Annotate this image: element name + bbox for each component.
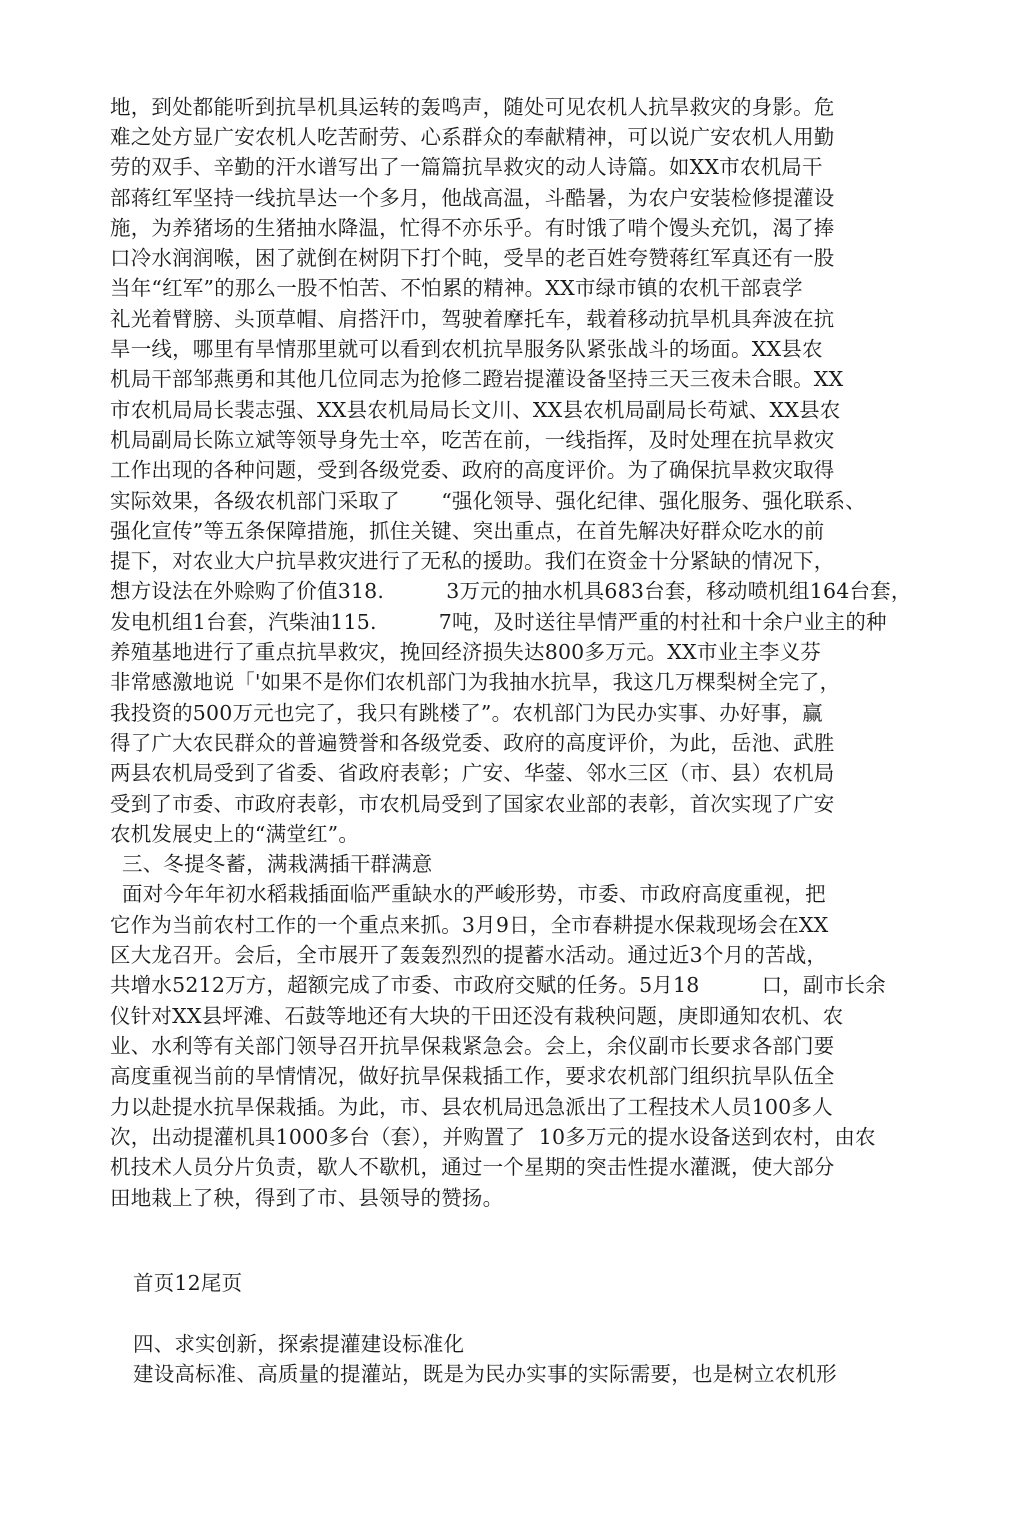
text-line: 共增水5212万方，超额完成了市委、市政府交赋的任务。5月18 口，副市长余 xyxy=(110,973,886,997)
text-line: 部蒋红军坚持一线抗旱达一个多月，他战高温，斗酷暑，为农户安装检修提灌设 xyxy=(110,186,835,210)
text-line: 工作出现的各种问题，受到各级党委、政府的高度评价。为了确保抗旱救灾取得 xyxy=(110,458,835,482)
text-line: 想方设法在外赊购了价值318. 3万元的抽水机具683台套，移动喷机组164台套， xyxy=(110,579,912,603)
text-line: 机局副局长陈立斌等领导身先士卒，吃苦在前，一线指挥，及时处理在抗旱救灾 xyxy=(110,428,835,452)
text-line: 仪针对XX县坪滩、石鼓等地还有大块的干田还没有栽秧问题，庚即通知农机、农 xyxy=(110,1004,844,1028)
text-line: 提下，对农业大户抗旱救灾进行了无私的援助。我们在资金十分紧缺的情况下， xyxy=(110,549,835,573)
text-line: 施，为养猪场的生猪抽水降温，忙得不亦乐乎。有时饿了啃个馒头充饥，渴了捧 xyxy=(110,216,835,240)
text-line: 当年“红军”的那么一股不怕苦、不怕累的精神。XX市绿市镇的农机干部袁学 xyxy=(110,276,803,300)
text-line: 强化宣传”等五条保障措施，抓住关键、突出重点，在首先解决好群众吃水的前 xyxy=(110,519,825,543)
text-line: 实际效果，各级农机部门采取了 “强化领导、强化纪律、强化服务、强化联系、 xyxy=(110,489,866,513)
text-line: 田地栽上了秧，得到了市、县领导的赞扬。 xyxy=(110,1186,504,1210)
text-line: 发电机组1台套，汽柴油115. 7吨，及时送往旱情严重的村社和十余户业主的种 xyxy=(110,610,887,634)
text-line: 养殖基地进行了重点抗旱救灾，挽回经济损失达800多万元。XX市业主李义芬 xyxy=(110,640,822,664)
text-line: 受到了市委、市政府表彰，市农机局受到了国家农业部的表彰，首次实现了广安 xyxy=(110,792,835,816)
pagination-links[interactable]: 首页12尾页 xyxy=(133,1271,243,1295)
text-line: 市农机局局长裴志强、XX县农机局局长文川、XX县农机局副局长苟斌、XX县农 xyxy=(110,398,841,422)
text-line: 机技术人员分片负责，歇人不歇机，通过一个星期的突击性提水灌溉，使大部分 xyxy=(110,1155,835,1179)
text-line: 旱一线，哪里有旱情那里就可以看到农机抗旱服务队紧张战斗的场面。XX县农 xyxy=(110,337,823,361)
text-line: 它作为当前农村工作的一个重点来抓。3月9日，全市春耕提水保栽现场会在XX xyxy=(110,913,829,937)
text-line: 口冷水润润喉，困了就倒在树阴下打个盹，受旱的老百姓夸赞蒋红军真还有一股 xyxy=(110,246,835,270)
text-line: 两县农机局受到了省委、省政府表彰；广安、华蓥、邻水三区（市、县）农机局 xyxy=(110,761,835,785)
text-line: 建设高标准、高质量的提灌站，既是为民办实事的实际需要，也是树立农机形 xyxy=(133,1362,837,1386)
text-line: 高度重视当前的旱情情况，做好抗旱保栽插工作，要求农机部门组织抗旱队伍全 xyxy=(110,1064,835,1088)
text-line: 地，到处都能听到抗旱机具运转的轰鸣声，随处可见农机人抗旱救灾的身影。危 xyxy=(110,95,835,119)
text-line: 机局干部邹燕勇和其他几位同志为抢修二蹬岩提灌设备坚持三天三夜未合眼。XX xyxy=(110,367,844,391)
text-line: 劳的双手、辛勤的汗水谱写出了一篇篇抗旱救灾的动人诗篇。如XX市农机局干 xyxy=(110,155,823,179)
text-line: 礼光着臂膀、头顶草帽、肩搭汗巾，驾驶着摩托车，载着移动抗旱机具奔波在抗 xyxy=(110,307,835,331)
text-line: 次，出动提灌机具1000多台（套），并购置了 10多万元的提水设备送到农村，由农 xyxy=(110,1125,876,1149)
text-line: 区大龙召开。会后，全市展开了轰轰烈烈的提蓄水活动。通过近3个月的苦战， xyxy=(110,943,828,967)
text-line: 力以赴提水抗旱保栽插。为此，市、县农机局迅急派出了工程技术人员100多人 xyxy=(110,1095,833,1119)
text-line: 得了广大农民群众的普遍赞誉和各级党委、政府的高度评价，为此，岳池、武胜 xyxy=(110,731,835,755)
text-line: 业、水利等有关部门领导召开抗旱保栽紧急会。会上，余仪副市长要求各部门要 xyxy=(110,1034,835,1058)
section-heading-4: 四、求实创新，探索提灌建设标准化 xyxy=(133,1332,465,1356)
text-line: 难之处方显广安农机人吃苦耐劳、心系群众的奉献精神，可以说广安农机人用勤 xyxy=(110,125,835,149)
text-line: 我投资的500万元也完了，我只有跳楼了”。农机部门为民办实事、办好事，赢 xyxy=(110,701,823,725)
text-line: 面对今年年初水稻栽插面临严重缺水的严峻形势，市委、市政府高度重视，把 xyxy=(122,882,826,906)
section-heading-3: 三、冬提冬蓄，满栽满插干群满意 xyxy=(122,852,433,876)
text-line: 非常感激地说「'如果不是你们农机部门为我抽水抗旱，我这几万棵梨树全完了， xyxy=(110,670,841,694)
text-line: 农机发展史上的“满堂红”。 xyxy=(110,822,360,846)
